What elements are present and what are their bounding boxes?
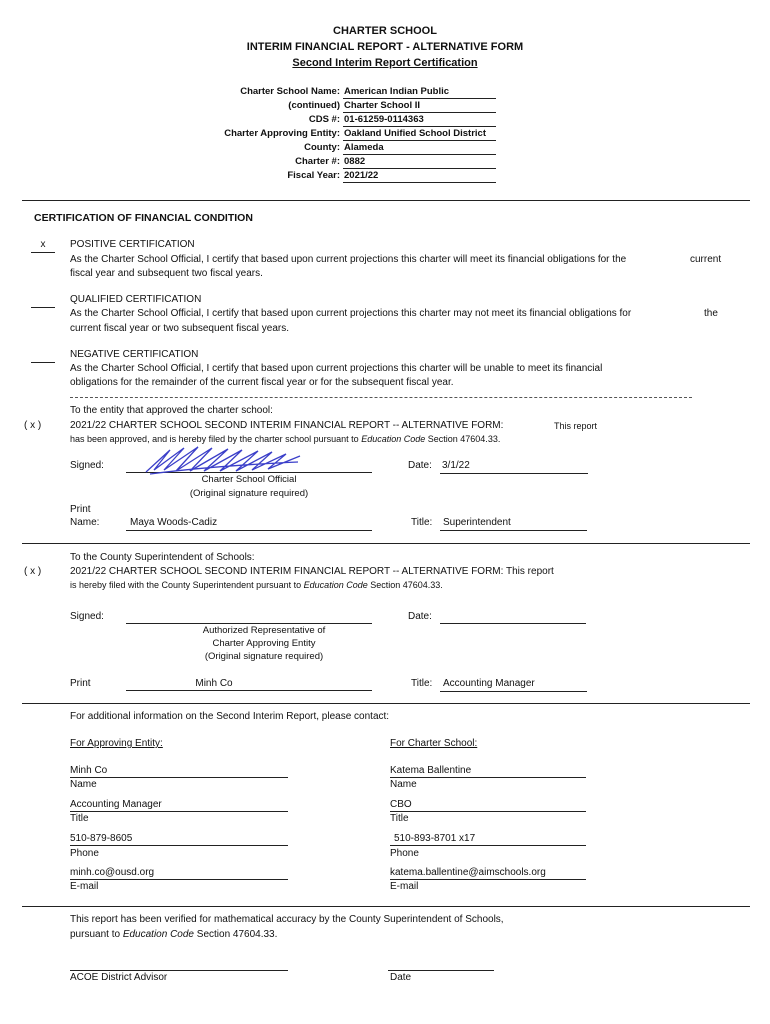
field-label-fiscal-year: Fiscal Year:: [287, 170, 340, 181]
approver-date-value[interactable]: 3/1/22: [440, 460, 588, 474]
approver-text-1-tail: This report: [554, 421, 598, 431]
field-label-school-name: Charter School Name:: [240, 86, 340, 97]
field-label-county: County:: [304, 142, 340, 153]
charter-phone-label: Phone: [390, 848, 419, 859]
county-intro: To the County Superintendent of Schools:: [70, 552, 255, 563]
county-date-label: Date:: [408, 611, 432, 622]
approving-title-label: Title: [70, 813, 89, 824]
approver-checkbox[interactable]: ( x ): [24, 420, 42, 431]
form-title-3: Second Interim Report Certification: [292, 57, 478, 69]
dashed-divider: [70, 397, 692, 398]
approver-print-label-2: Name:: [70, 517, 100, 528]
certification-heading: CERTIFICATION OF FINANCIAL CONDITION: [34, 212, 253, 224]
qualified-title: QUALIFIED CERTIFICATION: [70, 294, 202, 305]
county-signed-label: Signed:: [70, 611, 104, 622]
county-date-line[interactable]: [440, 623, 586, 624]
negative-text-2: obligations for the remainder of the current fiscal year or for the subsequent fiscal year.: [70, 377, 454, 388]
contacts-intro: For additional information on the Second Interim Report, please contact:: [70, 711, 390, 722]
approver-date-label: Date:: [408, 460, 432, 471]
positive-text-1: As the Charter School Official, I certify that based upon current projections this charter will meet its financial obligations for the: [70, 254, 627, 265]
county-text-1: 2021/22 CHARTER SCHOOL SECOND INTERIM FINANCIAL REPORT -- ALTERNATIVE FORM: This report: [70, 566, 554, 577]
field-label-continued: (continued): [288, 100, 340, 111]
approving-entity-heading: For Approving Entity:: [70, 738, 163, 749]
field-value-approving-entity: Oakland Unified School District: [343, 128, 496, 141]
advisor-date-label: Date: [390, 972, 412, 983]
charter-school-heading: For Charter School:: [390, 738, 478, 749]
approving-phone-label: Phone: [70, 848, 99, 859]
county-title-label: Title:: [411, 678, 433, 689]
positive-text-tail: current: [690, 254, 722, 265]
charter-contact-name: Katema Ballentine: [390, 765, 586, 778]
section-divider: [22, 543, 750, 544]
qualified-text-2: current fiscal year or two subsequent fiscal years.: [70, 323, 289, 334]
county-caption-2: Charter Approving Entity: [212, 638, 316, 649]
county-print-label: Print: [70, 678, 91, 689]
field-value-fiscal-year: 2021/22: [343, 170, 496, 183]
section-divider: [22, 703, 750, 704]
qualified-checkbox[interactable]: [31, 294, 55, 308]
field-value-school-name: American Indian Public: [343, 86, 496, 99]
section-divider: [22, 906, 750, 907]
verification-text-1: This report has been verified for mathematical accuracy by the County Superintendent of Schools,: [70, 914, 504, 925]
approving-contact-phone: 510-879-8605: [70, 833, 288, 846]
county-title-value[interactable]: Accounting Manager: [440, 678, 587, 692]
approving-contact-title: Accounting Manager: [70, 799, 288, 812]
negative-text-1: As the Charter School Official, I certify that based upon current projections this charter will be unable to meet its financial: [70, 363, 603, 374]
field-value-cds: 01-61259-0114363: [343, 114, 496, 127]
verification-text-2: pursuant to Education Code Section 47604.33.: [70, 929, 278, 940]
field-label-charter-number: Charter #:: [295, 156, 340, 167]
positive-checkbox[interactable]: x: [31, 239, 55, 253]
positive-text-2: fiscal year and subsequent two fiscal years.: [70, 268, 263, 279]
field-value-charter-number: 0882: [343, 156, 496, 169]
approver-signed-label: Signed:: [70, 460, 104, 471]
qualified-text-tail: the: [704, 308, 718, 319]
charter-contact-phone: 510-893-8701 x17: [390, 833, 586, 846]
advisor-signature-line[interactable]: [70, 970, 288, 971]
approver-print-label-1: Print: [70, 504, 91, 515]
county-caption-1: Authorized Representative of: [202, 625, 326, 636]
approver-title-label: Title:: [411, 517, 433, 528]
county-signature-line[interactable]: [126, 623, 372, 624]
form-title-1: CHARTER SCHOOL: [333, 25, 437, 37]
approving-contact-email[interactable]: minh.co@ousd.org: [70, 867, 288, 880]
negative-checkbox[interactable]: [31, 349, 55, 363]
advisor-date-line[interactable]: [388, 970, 494, 971]
positive-title: POSITIVE CERTIFICATION: [70, 239, 195, 250]
section-divider: [22, 200, 750, 201]
field-value-continued: Charter School II: [343, 100, 496, 113]
charter-email-label: E-mail: [390, 881, 419, 892]
approver-text-1: 2021/22 CHARTER SCHOOL SECOND INTERIM FINANCIAL REPORT -- ALTERNATIVE FORM:: [70, 420, 504, 431]
approver-text-2: has been approved, and is hereby filed by the charter school pursuant to Education Code Section 47604.33.: [70, 434, 501, 444]
approver-sig-caption-1: Charter School Official: [201, 474, 297, 485]
form-title-2: INTERIM FINANCIAL REPORT - ALTERNATIVE FORM: [246, 41, 524, 53]
charter-contact-title: CBO: [390, 799, 586, 812]
approver-print-name[interactable]: Maya Woods-Cadiz: [126, 517, 372, 531]
county-text-2: is hereby filed with the County Superintendent pursuant to Education Code Section 47604.33.: [70, 580, 443, 590]
qualified-text-1: As the Charter School Official, I certify that based upon current projections this charter may not meet its financial obligations for: [70, 308, 632, 319]
county-caption-3: (Original signature required): [204, 651, 324, 662]
field-value-county: Alameda: [343, 142, 496, 155]
approver-title-value[interactable]: Superintendent: [440, 517, 587, 531]
field-label-cds: CDS #:: [308, 114, 340, 125]
field-label-approving-entity: Charter Approving Entity:: [224, 128, 340, 139]
county-checkbox[interactable]: ( x ): [24, 566, 42, 577]
charter-contact-email[interactable]: katema.ballentine@aimschools.org: [390, 867, 586, 880]
charter-title-label: Title: [390, 813, 409, 824]
approving-name-label: Name: [70, 779, 97, 790]
negative-title: NEGATIVE CERTIFICATION: [70, 349, 199, 360]
approver-intro: To the entity that approved the charter school:: [70, 405, 273, 416]
approver-sig-caption-2: (Original signature required): [189, 488, 309, 499]
approving-email-label: E-mail: [70, 881, 99, 892]
approving-contact-name: Minh Co: [70, 765, 288, 778]
county-print-name[interactable]: Minh Co: [126, 678, 372, 691]
charter-name-label: Name: [390, 779, 417, 790]
advisor-label: ACOE District Advisor: [70, 972, 168, 983]
